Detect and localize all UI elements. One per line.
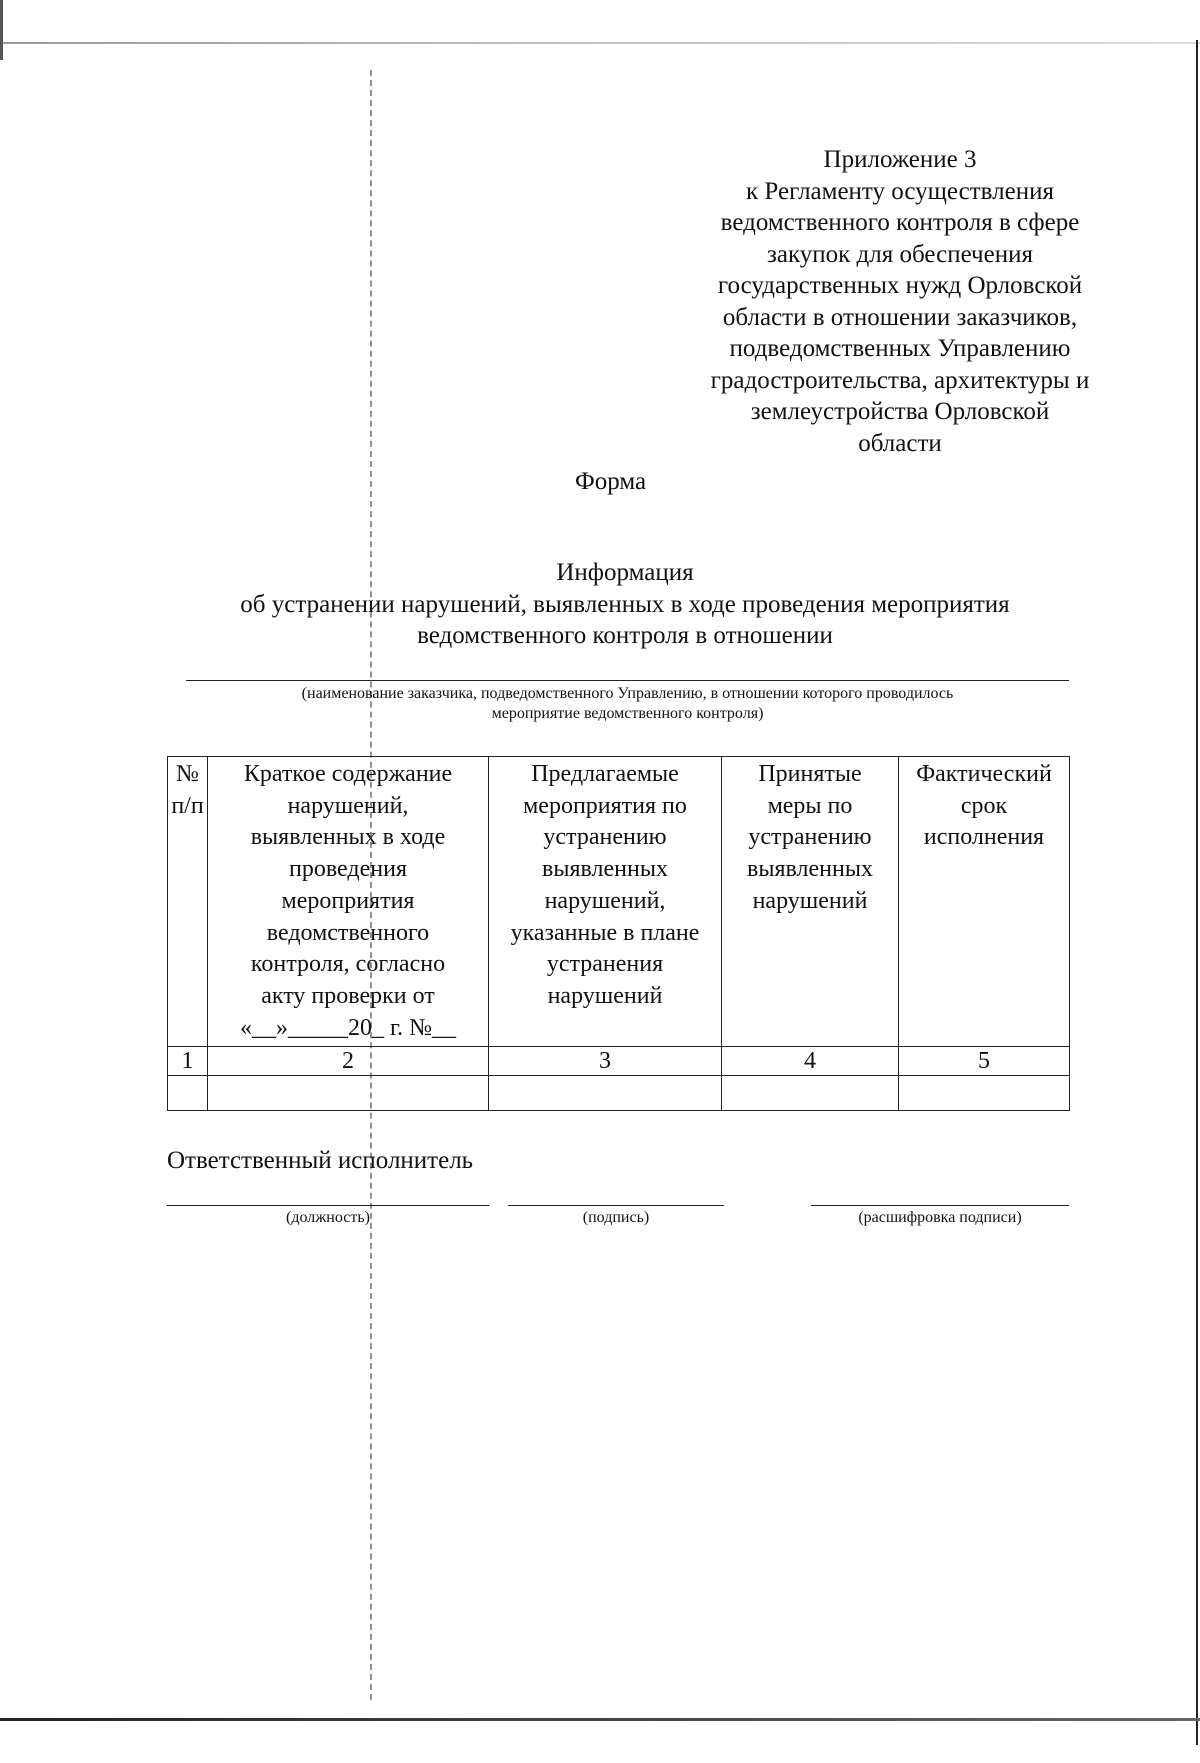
column-number: 1 bbox=[168, 1047, 208, 1076]
scan-edge-right bbox=[1196, 40, 1198, 1745]
column-number: 4 bbox=[722, 1047, 899, 1076]
violations-table bbox=[167, 756, 1070, 1111]
header-line: проведения bbox=[289, 856, 407, 883]
header-line: устранению bbox=[543, 824, 667, 851]
header-line: нарушений, bbox=[544, 887, 666, 914]
header-line: исполнения bbox=[923, 824, 1045, 851]
document-title bbox=[150, 557, 1100, 652]
customer-name-line bbox=[186, 680, 1069, 681]
empty-cell bbox=[489, 1076, 722, 1111]
header-line: мероприятия bbox=[281, 887, 415, 914]
header-line: выявленных bbox=[542, 856, 668, 883]
customer-caption-line1: (наименование заказчика, подведомственного Управлению, в отношении которого проводилось bbox=[301, 685, 954, 702]
header-line: устранению bbox=[748, 824, 872, 851]
header-measures-taken bbox=[722, 757, 899, 1047]
header-line: акту проверки от bbox=[261, 982, 435, 1009]
appendix-line: государственных нужд Орловской bbox=[717, 272, 1083, 299]
title-subtitle-line1: об устранении нарушений, выявленных в ходе проведения мероприятия bbox=[240, 590, 1010, 618]
title-subtitle-line2: ведомственного контроля в отношении bbox=[417, 622, 833, 649]
scan-edge-left bbox=[0, 0, 3, 60]
scan-edge-top bbox=[0, 42, 1200, 44]
header-line: Предлагаемые bbox=[531, 761, 679, 787]
decoding-line bbox=[811, 1205, 1069, 1206]
header-line: нарушений, bbox=[287, 792, 409, 819]
form-label: Форма bbox=[575, 468, 647, 495]
header-line: «__»_____20_ г. №__ bbox=[239, 1014, 457, 1041]
position-line bbox=[167, 1205, 489, 1206]
header-line: указанные в плане bbox=[510, 919, 700, 946]
appendix-line: ведомственного контроля в сфере bbox=[720, 209, 1080, 236]
header-line: Краткое содержание bbox=[243, 761, 453, 787]
empty-cell bbox=[168, 1076, 208, 1111]
empty-cell bbox=[899, 1076, 1070, 1111]
signature-line bbox=[508, 1205, 724, 1206]
header-line: № bbox=[176, 761, 199, 787]
responsible-label: Ответственный исполнитель bbox=[167, 1147, 474, 1174]
header-line: выявленных bbox=[747, 856, 873, 883]
header-line: контроля, согласно bbox=[250, 951, 446, 978]
header-violation-summary bbox=[208, 757, 489, 1047]
header-line: п/п bbox=[171, 792, 204, 819]
header-actual-deadline bbox=[899, 757, 1070, 1047]
appendix-line: области в отношении заказчиков, bbox=[722, 303, 1078, 331]
header-line: Принятые bbox=[758, 761, 862, 787]
appendix-line: области bbox=[858, 429, 942, 457]
column-number: 3 bbox=[489, 1047, 722, 1076]
decoding-caption: (расшифровка подписи) bbox=[858, 1209, 1022, 1226]
scan-edge-bottom bbox=[0, 1718, 1200, 1721]
empty-cell bbox=[208, 1076, 489, 1111]
header-line: выявленных в ходе bbox=[250, 824, 446, 851]
header-line: Фактический bbox=[916, 761, 1052, 787]
header-line: срок bbox=[960, 792, 1008, 819]
customer-caption-line2: мероприятие ведомственного контроля) bbox=[491, 705, 764, 722]
appendix-line: закупок для обеспечения bbox=[767, 240, 1033, 268]
appendix-line: градостроительства, архитектуры и bbox=[710, 366, 1090, 394]
header-number bbox=[168, 757, 208, 1047]
header-line: устранения bbox=[546, 951, 664, 978]
header-line: мероприятия по bbox=[523, 792, 687, 819]
empty-data-row bbox=[168, 1076, 1070, 1111]
header-line: нарушений bbox=[752, 887, 868, 914]
header-line: меры по bbox=[767, 792, 853, 819]
appendix-line: землеустройства Орловской bbox=[750, 398, 1050, 425]
column-number-row bbox=[168, 1047, 1070, 1076]
appendix-header bbox=[650, 144, 1150, 459]
column-number: 2 bbox=[208, 1047, 489, 1076]
title-heading: Информация bbox=[556, 559, 694, 586]
header-line: ведомственного bbox=[266, 919, 430, 946]
appendix-line: подведомственных Управлению bbox=[729, 335, 1071, 362]
signature-caption: (подпись) bbox=[582, 1209, 650, 1226]
empty-cell bbox=[722, 1076, 899, 1111]
position-caption: (должность) bbox=[286, 1209, 370, 1226]
header-line: нарушений bbox=[547, 982, 663, 1009]
table-header-row bbox=[168, 757, 1070, 1047]
customer-caption bbox=[186, 684, 1069, 724]
header-proposed-measures bbox=[489, 757, 722, 1047]
appendix-line: к Регламенту осуществления bbox=[746, 177, 1054, 205]
appendix-line: Приложение 3 bbox=[823, 146, 977, 173]
column-number: 5 bbox=[899, 1047, 1070, 1076]
